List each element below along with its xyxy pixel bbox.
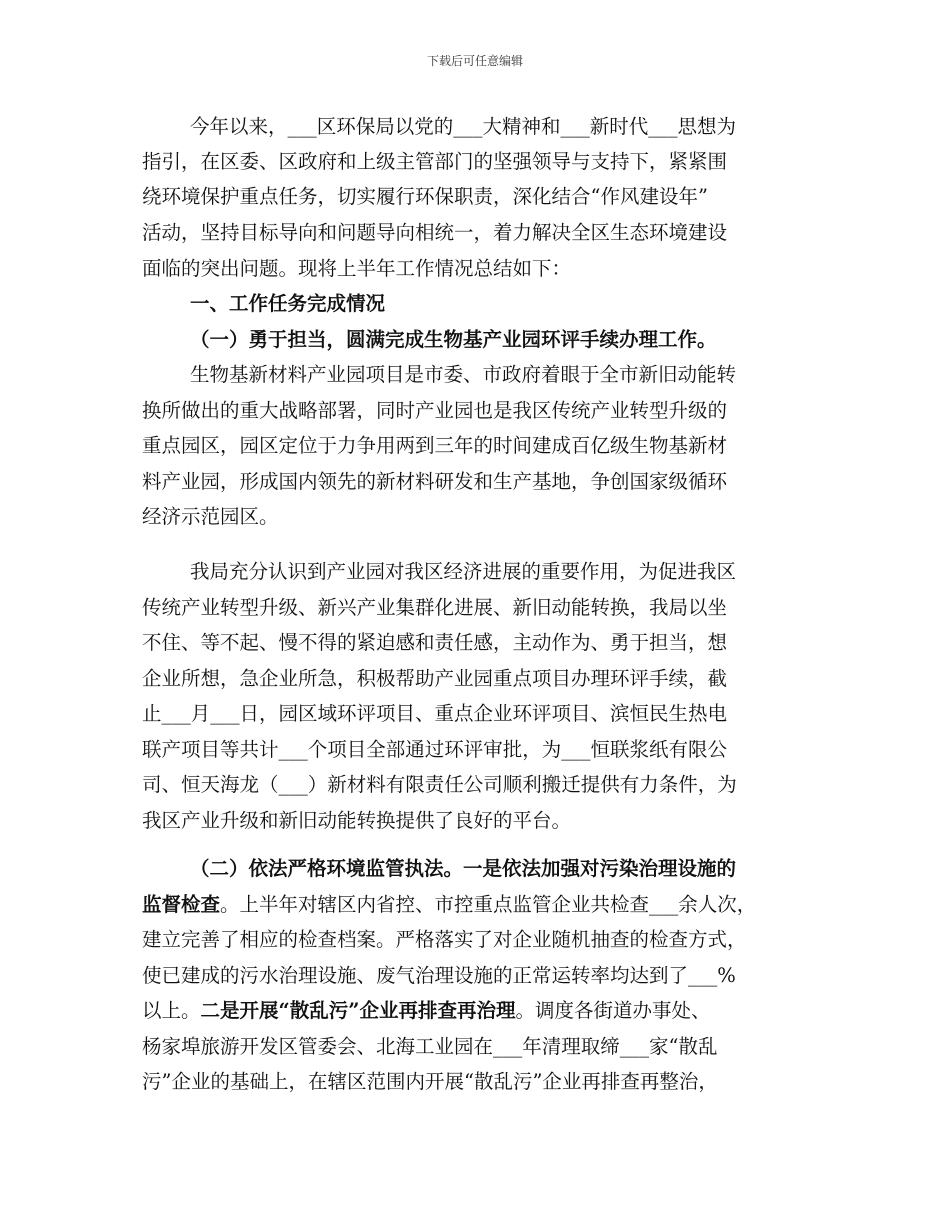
text-span: 面临的突出问题。现将上半年工作情况总结如下： bbox=[142, 257, 572, 280]
text-span: 生物基新材料产业园项目是市委、市政府着眼于全市新旧动能转 bbox=[190, 363, 737, 386]
text-span: 活动，坚持目标导向和问题导向相统一，着力解决全区生态环境建设 bbox=[142, 221, 728, 244]
text-span: 企业所想，急企业所急，积极帮助产业园重点项目办理环评手续，截 bbox=[142, 667, 728, 690]
text-line bbox=[142, 998, 710, 1024]
text-line bbox=[142, 220, 727, 246]
bold-span: 二是开展“散乱污”企业再排查再治理 bbox=[200, 999, 516, 1022]
section-heading bbox=[190, 291, 385, 317]
text-line bbox=[142, 398, 727, 424]
text-span: （一）勇于担当，圆满完成生物基产业园环评手续办理工作。 bbox=[190, 328, 717, 351]
subsection-heading bbox=[190, 327, 717, 353]
text-line bbox=[142, 927, 747, 953]
text-span: 我局充分认识到产业园对我区经济进展的重要作用，为促进我区 bbox=[190, 560, 737, 583]
text-line bbox=[142, 1069, 718, 1095]
text-span: 料产业园，形成国内领先的新材料研发和生产基地，争创国家级循环 bbox=[142, 470, 728, 493]
text-span: 不住、等不起、慢不得的紧迫感和责任感，主动作为、勇于担当，想 bbox=[142, 631, 728, 654]
text-line bbox=[142, 149, 727, 175]
text-span: 止___月___日，园区域环评项目、重点企业环评项目、滨恒民生热电 bbox=[142, 702, 728, 725]
text-line bbox=[142, 701, 727, 727]
text-span: 指引，在区委、区政府和上级主管部门的坚强领导与支持下，紧紧围 bbox=[142, 150, 728, 173]
text-line bbox=[142, 595, 727, 621]
text-line bbox=[142, 808, 571, 834]
text-span: 我区产业升级和新旧动能转换提供了良好的平台。 bbox=[142, 809, 572, 832]
text-line bbox=[190, 559, 736, 585]
text-line bbox=[142, 184, 708, 210]
text-span: 重点园区，园区定位于力争用两到三年的时间建成百亿级生物基新材 bbox=[142, 434, 728, 457]
text-span: 传统产业转型升级、新兴产业集群化进展、新旧动能转换，我局以坐 bbox=[142, 596, 728, 619]
text-line bbox=[142, 504, 279, 530]
text-span: 杨家埠旅游开发区管委会、北海工业园在___年清理取缔___家“散乱 bbox=[142, 1035, 718, 1058]
text-line bbox=[142, 772, 737, 798]
text-span: 换所做出的重大战略部署，同时产业园也是我区传统产业转型升级的 bbox=[142, 399, 728, 422]
text-line bbox=[190, 362, 736, 388]
text-line bbox=[142, 256, 571, 282]
text-span: 今年以来，___区环保局以党的___大精神和___新时代___思想为 bbox=[190, 115, 737, 138]
text-line bbox=[142, 963, 736, 989]
text-line bbox=[142, 433, 727, 459]
text-span: 一、工作任务完成情况 bbox=[190, 292, 386, 315]
page-header: 下载后可任意编辑 bbox=[426, 54, 523, 68]
text-span: 污”企业的基础上，在辖区范围内开展“散乱污”企业再排查再整治， bbox=[142, 1070, 718, 1093]
text-span: 联产项目等共计___个项目全部通过环评审批，为___恒联浆纸有限公 bbox=[142, 738, 728, 761]
text-span: 。调度各街道办事处、 bbox=[515, 999, 711, 1022]
text-line bbox=[190, 114, 736, 140]
text-line bbox=[142, 469, 727, 495]
text-line bbox=[142, 737, 727, 763]
text-line bbox=[142, 892, 756, 918]
text-span: 。上半年对辖区内省控、市控重点监管企业共检查___余人次， bbox=[220, 893, 757, 916]
text-span: 绕环境保护重点任务，切实履行环保职责，深化结合“作风建设年” bbox=[142, 185, 708, 208]
text-line bbox=[142, 666, 727, 692]
text-line bbox=[142, 630, 727, 656]
text-span: 以上。 bbox=[142, 999, 201, 1022]
text-span: 司、恒天海龙（___）新材料有限责任公司顺利搬迁提供有力条件，为 bbox=[142, 773, 737, 796]
text-span: 建立完善了相应的检查档案。严格落实了对企业随机抽查的检查方式， bbox=[142, 928, 747, 951]
subsection-heading bbox=[190, 856, 736, 882]
text-span: （二）依法严格环境监管执法。一是依法加强对污染治理设施的 bbox=[190, 857, 737, 880]
text-span: 使已建成的污水治理设施、废气治理设施的正常运转率均达到了___% bbox=[142, 964, 736, 987]
text-span: 经济示范园区。 bbox=[142, 505, 279, 528]
bold-span: 监督检查 bbox=[142, 893, 221, 916]
text-line bbox=[142, 1034, 717, 1060]
